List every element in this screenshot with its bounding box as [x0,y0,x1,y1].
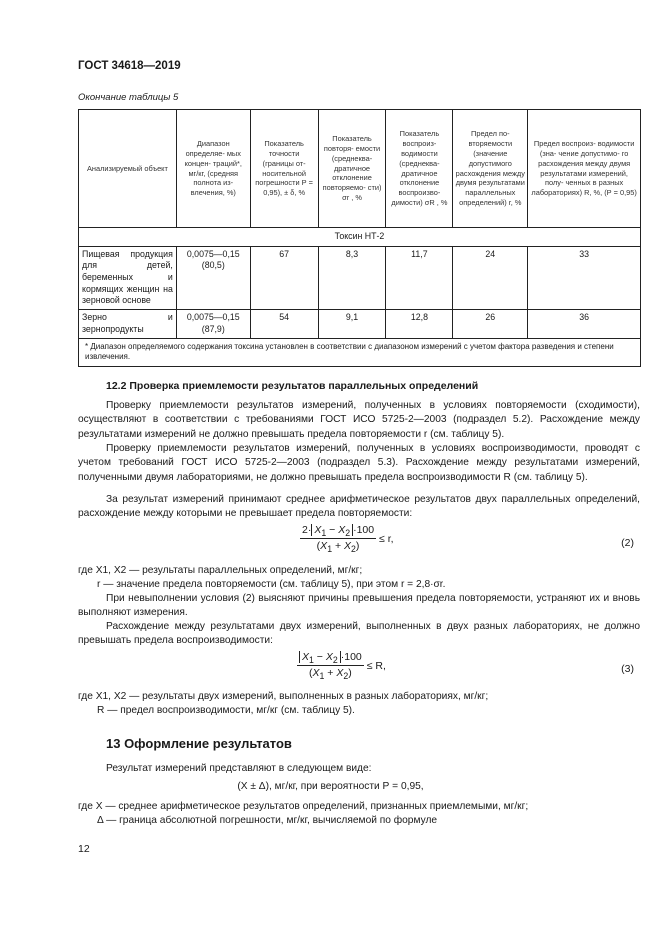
paragraph [78,399,640,442]
paragraph-text: Проверку приемлемости результатов измерений, полученных в условиях воспроизводимости, проводят с учетом требований ГОСТ ИСО 5725-2—2003 (подраздел 5.3). Расхождение между результатами измерений, полученными двумя лабораториями, не должно превышать предела воспроизводимости R (см. таблицу 5). [78,443,640,483]
col-header-reproducibility: Показатель воспроиз- водимости (среднеква- дратичное отклонение воспроизво- димости) σR , % [386,110,453,228]
page-number: 12 [78,843,90,855]
cell-range: 0,0075—0,15 (87,9) [176,310,250,338]
table-5 [78,109,641,367]
where-line: где X1, X2 — результаты параллельных определений, мг/кг; [78,565,363,576]
col-header-repeatability: Показатель повторя- емости (среднеква- дратичное отклонение повторяемо- сти) σr , % [318,110,386,228]
formula-3: $\frac{X_1 - X_2 \cdot 100}{(X_1 + X_2)}$ ≤ R, [297,651,386,681]
table-footnote: * Диапазон определяемого содержания токсина установлен в соответствии с диапазоном измерений с учетом фактора разведения и степени извлечения. [79,338,641,366]
cell-repeat-limit: 26 [453,310,528,338]
formula-3-number: (3) [621,663,634,675]
paragraph-text: За результат измерений принимают среднее арифметическое результатов двух параллельных определений, расхождение между которыми не превышает предела повторяемости: [78,494,640,520]
table-footnote-row [79,338,641,366]
table-caption: Окончание таблицы 5 [78,92,179,103]
cell-object: Пищевая продукция для детей, беременных и кормящих женщин на зерновой основе [79,246,177,309]
paragraph [78,620,640,649]
standard-header: ГОСТ 34618—2019 [78,60,181,72]
toxin-section-label: Токсин НТ-2 [79,228,641,247]
cell-reproducibility: 11,7 [386,246,453,309]
cell-accuracy: 54 [250,310,318,338]
cell-reproducibility: 12,8 [386,310,453,338]
cell-object: Зерно и зернопродукты [79,310,177,338]
col-header-repeat-limit: Предел по- вторяемости (значение допустимого расхождения между двумя результатами параллельных определений) r, % [453,110,528,228]
table-row [79,310,641,338]
paragraph [78,762,640,776]
paragraph-text: При невыполнении условия (2) выясняют причины превышения предела повторяемости, устраняют их и вновь выполняют измерения. [78,593,640,619]
cell-repeatability: 9,1 [318,310,386,338]
cell-reprod-limit: 33 [528,246,641,309]
section-12-2-heading: 12.2 Проверка приемлемости результатов параллельных определений [106,380,479,392]
paragraph [78,442,640,485]
col-header-object: Анализируемый объект [79,110,177,228]
formula-3-tail: ≤ R, [366,659,386,672]
paragraph [78,592,640,621]
cell-accuracy: 67 [250,246,318,309]
col-header-accuracy: Показатель точности (границы от- носительной погрешности Р = 0,95), ± δ, % [250,110,318,228]
where-line: R — предел воспроизводимости, мг/кг (см. таблицу 5). [97,705,355,716]
formula-2-tail: ≤ r, [379,532,394,545]
table-row [79,246,641,309]
table-section-row [79,228,641,247]
where-line: Δ — граница абсолютной погрешности, мг/кг, вычисляемой по формуле [97,815,438,826]
paragraph-text: Результат измерений представляют в следующем виде: [106,763,372,774]
cell-repeatability: 8,3 [318,246,386,309]
result-formula: (X ± Δ), мг/кг, при вероятности Р = 0,95, [237,781,424,792]
formula-2-number: (2) [621,537,634,549]
paragraph [78,493,640,522]
cell-range: 0,0075—0,15 (80,5) [176,246,250,309]
cell-repeat-limit: 24 [453,246,528,309]
section-13-heading: 13 Оформление результатов [106,736,292,751]
where-line: r — значение предела повторяемости (см. таблицу 5), при этом r = 2,8·σr. [97,579,446,590]
paragraph-text: Расхождение между результатами двух измерений, выполненных в двух разных лабораториях, не должно превышать предела воспроизводимости: [78,621,640,647]
col-header-range: Диапазон определяе- мых концен- траций*, мг/кг, (средняя полнота из- влечения, %) [176,110,250,228]
where-line: где X — среднее арифметическое результатов определений, признанных приемлемыми, мг/кг; [78,801,529,812]
table-header-row [79,110,641,228]
cell-reprod-limit: 36 [528,310,641,338]
formula-2: $\frac{2\cdot X_1 - X_2 \cdot 100}{(X_1 + X_2)}$ ≤ r, [302,524,394,555]
col-header-reprod-limit: Предел воспроиз- водимости (зна- чение допустимо- го расхождения между двумя результатами измерений, полу- ченных в разных лабораториях) R, %, (Р = 0,95) [528,110,641,228]
where-line: где X1, X2 — результаты двух измерений, выполненных в разных лабораториях, мг/кг; [78,691,489,702]
paragraph-text: Проверку приемлемости результатов измерений, полученных в условиях повторяемости (сходимости), осуществляют в соответствии с требованиями ГОСТ ИСО 5725-2—2003 (подраздел 5.2). Расхождение между результатами измерений не должно превышать предела повторяемости r (см. таблицу 5). [78,400,640,440]
